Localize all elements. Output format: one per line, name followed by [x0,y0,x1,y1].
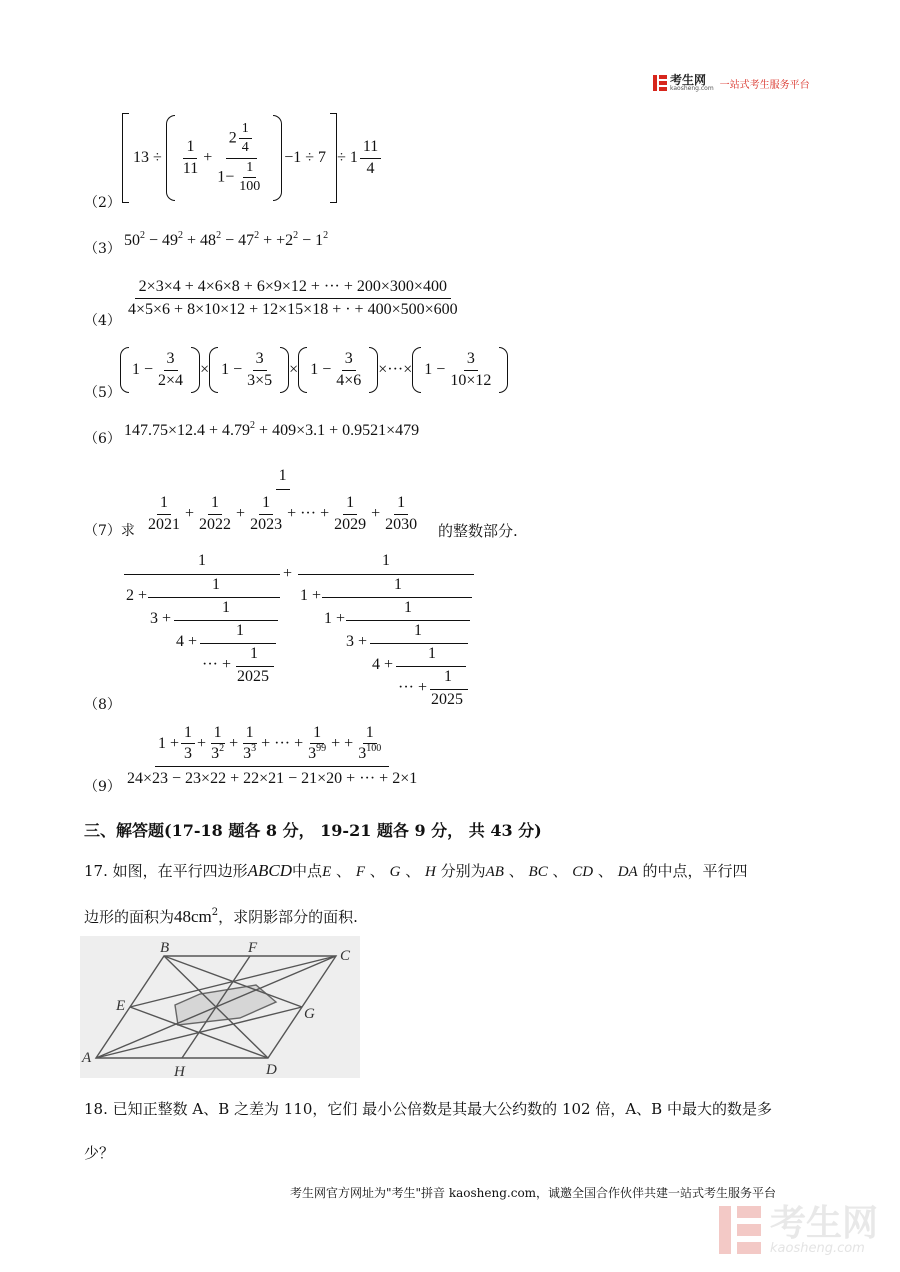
problem-7-label: （7）求 [84,523,135,539]
number: 1 [217,167,226,185]
cf-last: 2025 [431,691,463,708]
cf-term: ··· + [202,656,232,673]
term: 147.75×12.4 + 4.79 [124,422,251,439]
cf-right-num: 1 [382,552,390,569]
term: + 409×3.1 + 0.9521×479 [255,422,420,439]
cf-num: 1 [414,622,422,639]
term: 1 − [310,361,332,378]
problem-9-expression [122,724,422,788]
minus-sign: − [225,167,235,185]
cf-num: 1 [394,576,402,593]
exponent: 2 [250,420,256,431]
problem-3-label: （3） [84,241,121,257]
base: 3 [358,745,367,763]
exponent: 2 [140,230,145,241]
times-sign: × [289,361,299,378]
watermark-domain: kaosheng.com [770,1240,865,1256]
cf-num: 1 [222,599,230,616]
left-bracket [122,113,129,203]
term: 1 + [158,734,180,752]
q17-text: 边形的面积为 [84,908,175,926]
cf-term: 1 + [300,587,322,604]
plus-sign: + [371,505,381,523]
q17-text: 中点 [292,862,323,880]
plus-dots: + ··· + [261,734,304,752]
cf-line [430,689,468,690]
mixed-whole: 2 [228,129,237,147]
term: 50 [124,232,140,249]
label-A: A [82,1050,92,1066]
label-D: D [266,1062,277,1078]
frac-num: 1 [243,724,257,744]
problem-7-suffix: 的整数部分. [438,522,518,540]
frac-den: 2021 [148,515,180,533]
base: 3 [308,745,317,763]
exponent: 99 [316,743,327,755]
parenthesis-group [166,115,282,201]
q17-var: H [424,864,436,880]
cf-line [370,643,468,644]
cf-term: 4 + [176,633,198,650]
problem-5-expression [120,347,508,393]
q17-var: DA [617,864,638,880]
plus-sign: + [197,734,207,752]
frac-den: 2023 [250,515,283,533]
problem-7-expression [138,467,427,534]
frac-den: 11 [182,159,199,177]
times-dots: ×···× [378,361,413,378]
q17-text: 分别为 [440,862,486,880]
frac-den: 4×5×6 + 8×10×12 + 12×15×18 + · + 400×500×600 [128,301,458,319]
plus-dots: + ··· + [287,505,330,523]
frac-den: 24×23 − 23×22 + 22×21 − 21×20 + ··· + 2×1 [127,769,418,787]
problem-2-expression [122,113,383,203]
cf-line [396,666,466,667]
q17-var: BC [528,864,548,880]
frac-num: 1 [343,494,357,514]
logo-domain: kaosheng.com [670,85,714,92]
q17-text: 的中点，平行四 [642,862,748,880]
cf-num: 1 [212,576,220,593]
exponent: 2 [323,230,329,241]
frac-den: 4 [366,159,375,177]
exponent: 2 [211,907,219,918]
cf-line [298,574,474,575]
divide-sign: ÷ [153,149,162,166]
term: 1 − [132,361,154,378]
watermark [716,1202,878,1258]
q17-line2 [84,906,358,927]
frac-den: 2×4 [158,371,184,389]
problem-2-label: （2） [84,195,121,211]
frac-den: 3 [184,745,193,763]
frac-num: 2×3×4 + 4×6×8 + 6×9×12 + ··· + 200×300×400 [135,278,451,299]
watermark-logo-icon [716,1202,764,1258]
frac-den: 2030 [385,515,418,533]
watermark-text: 考生网 [770,1202,879,1244]
frac-num: 1 [276,467,290,490]
problem-6-expression [124,422,419,440]
problem-5-label: （5） [84,385,121,401]
label-H: H [174,1064,185,1078]
right-bracket [330,113,337,203]
problem-9-label: （9） [84,779,121,795]
q17-text: ，求阴影部分的面积. [218,908,358,926]
label-E: E [116,998,126,1014]
kaosheng-logo-icon [652,74,668,92]
header-slogan: 一站式考生服务平台 [719,79,810,91]
separator: 、 [369,862,385,880]
q17-area: 48cm [174,907,212,926]
frac-den: 2022 [199,515,232,533]
exponent: 2 [254,230,260,241]
term: 1 − [221,361,243,378]
cf-num: 1 [404,599,412,616]
exponent: 2 [219,743,225,755]
cf-term: 3 + [346,633,368,650]
frac-den: 3×5 [247,371,273,389]
q18-line2: 少？ [84,1144,115,1162]
label-G: G [304,1006,315,1022]
cf-num: 1 [428,645,436,662]
separator: 、 [336,862,352,880]
frac-num: 1 [183,138,197,158]
cf-line [236,666,274,667]
frac-num: 1 [181,724,195,744]
cf-line [174,620,278,621]
frac-den: 10×12 [450,371,492,389]
q17-line1 [84,860,748,881]
cf-term: 4 + [372,656,394,673]
cf-num: 1 [236,622,244,639]
frac-den: 100 [239,178,261,194]
frac-num: 1 [394,494,408,514]
separator: 、 [508,862,524,880]
frac-den: 2029 [334,515,367,533]
frac-den: 4×6 [336,371,362,389]
tail-expression: −1 ÷ 7 [284,149,327,166]
cf-term: 2 + [126,587,148,604]
term: + 48 [183,232,217,249]
q17-var: AB [485,864,504,880]
exponent: 100 [366,743,382,755]
cf-term: 1 + [324,610,346,627]
label-B: B [160,940,170,956]
frac-num: 1 [211,724,225,744]
frac-num: 1 [259,494,273,514]
logo-text: 考生网 [670,73,707,87]
label-C: C [340,948,351,964]
cf-term: 3 + [150,610,172,627]
plus-sign: + [185,505,195,523]
section-3-title: 三、解答题(17-18 题各 8 分， 19-21 题各 9 分， 共 43 分) [84,821,542,840]
cf-line [124,574,280,575]
divide-mixed: ÷ 1 [337,149,358,166]
frac-num: 3 [253,350,267,370]
q17-var: F [355,864,365,880]
frac-den: 4 [241,140,249,156]
term: 1 − [424,361,446,378]
problem-6-label: （6） [84,431,121,447]
q17-var: G [389,864,401,880]
problem-4-expression [122,278,464,320]
plus-sign: + [203,149,213,166]
q17-text: 如图，在平行四边形 [112,862,248,880]
parallelogram-figure [80,936,360,1078]
problem-8-label: （8） [84,697,121,713]
plus-sign: + + [331,734,354,752]
frac-num: 1 [310,724,324,744]
term: + +2 [259,232,294,249]
q17-var: ABCD [247,861,293,880]
footer-text: 考生网官方网址为"考生"拼音 kaosheng.com，诚邀全国合作伙伴共建一站式考生服务平台 [290,1186,777,1200]
cf-line [148,597,280,598]
frac-num: 1 [157,494,171,514]
term: − 49 [145,232,179,249]
frac-num: 3 [342,350,356,370]
separator: 、 [405,862,421,880]
exponent: 3 [251,743,257,755]
q17-var: CD [572,864,594,880]
label-F: F [248,940,258,956]
q17-number: 17. [84,862,108,880]
cf-line [200,643,276,644]
cf-line [322,597,472,598]
exponent: 2 [293,230,299,241]
term: − 47 [221,232,255,249]
base: 3 [243,745,252,763]
separator: 、 [552,862,568,880]
plus-sign: + [229,734,239,752]
frac-num: 3 [464,350,478,370]
exponent: 2 [178,230,184,241]
q18-line1: 18. 已知正整数 A、B 之差为 110，它们 最小公倍数是其最大公约数的 102 倍，A、B 中最大的数是多 [84,1100,772,1118]
frac-num: 1 [239,121,252,139]
header-logo [652,72,810,94]
cf-line [346,620,470,621]
frac-num: 3 [164,350,178,370]
times-sign: × [200,361,210,378]
frac-num: 1 [363,724,377,744]
cf-num: 1 [250,645,258,662]
q17-var: E [322,864,332,880]
term: − 1 [298,232,324,249]
cf-num: 1 [444,668,452,685]
separator: 、 [597,862,613,880]
frac-num: 1 [208,494,222,514]
frac-num: 11 [360,138,381,158]
frac-num: 1 [243,160,256,178]
problem-3-expression [124,232,328,250]
exponent: 2 [216,230,222,241]
base: 3 [211,745,220,763]
plus-sign: + [236,505,246,523]
cf-term: ··· + [398,679,428,696]
cf-left-num: 1 [198,552,206,569]
cf-last: 2025 [237,668,269,685]
problem-4-label: （4） [84,313,121,329]
number: 13 [133,149,149,166]
plus-sign: + [283,565,293,582]
